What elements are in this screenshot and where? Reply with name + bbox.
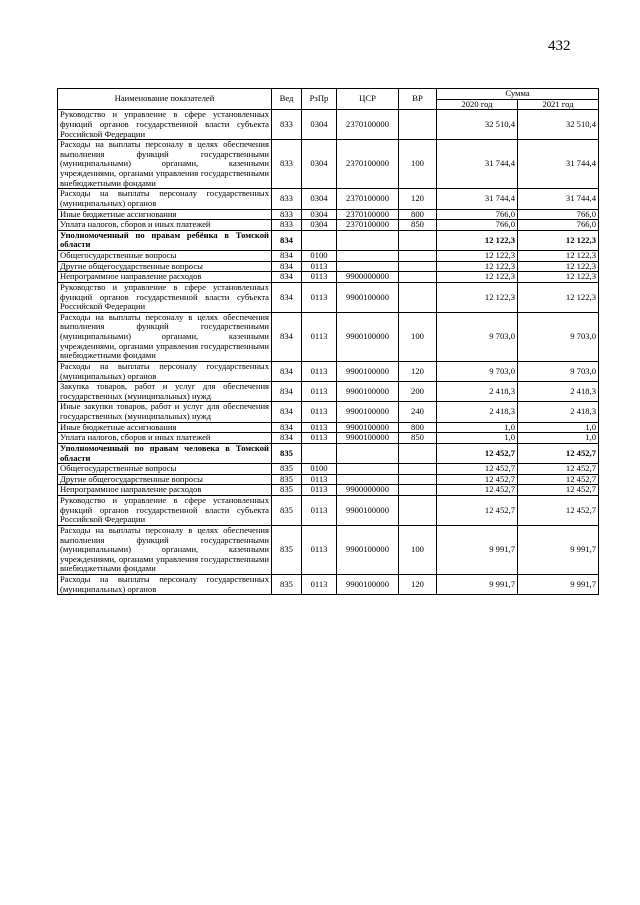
cell-csr (337, 443, 399, 463)
cell-2020: 9 991,7 (437, 575, 518, 595)
table-row-section (58, 443, 599, 463)
cell-csr (337, 474, 399, 485)
cell-rzpr: 0113 (302, 575, 337, 595)
cell-2021: 12 452,7 (518, 443, 599, 463)
cell-ved: 835 (272, 443, 302, 463)
cell-csr: 9900100000 (337, 312, 399, 361)
cell-vr: 100 (399, 525, 437, 574)
cell-2020: 12 452,7 (437, 485, 518, 496)
cell-2021: 12 122,3 (518, 251, 599, 262)
cell-name: Закупка товаров, работ и услуг для обеспечения государственных (муниципальных) нужд (58, 382, 272, 402)
cell-ved: 834 (272, 402, 302, 422)
table-row (58, 220, 599, 231)
cell-2020: 12 452,7 (437, 464, 518, 475)
cell-csr (337, 464, 399, 475)
cell-rzpr: 0113 (302, 496, 337, 526)
cell-name: Общегосударственные вопросы (58, 464, 272, 475)
cell-2020: 766,0 (437, 220, 518, 231)
cell-2020: 1,0 (437, 422, 518, 433)
cell-csr: 9900100000 (337, 422, 399, 433)
cell-ved: 834 (272, 361, 302, 381)
cell-name: Уполномоченный по правам человека в Томской области (58, 443, 272, 463)
cell-vr: 200 (399, 382, 437, 402)
cell-vr: 800 (399, 209, 437, 220)
cell-vr (399, 110, 437, 140)
header-vr: ВР (399, 89, 437, 110)
cell-vr: 120 (399, 575, 437, 595)
cell-name: Руководство и управление в сфере установленных функций органов государственной власти субъекта Российской Федерации (58, 496, 272, 526)
table-row (58, 382, 599, 402)
cell-csr: 9900100000 (337, 382, 399, 402)
table-row (58, 110, 599, 140)
cell-2021: 9 703,0 (518, 312, 599, 361)
cell-2020: 32 510,4 (437, 110, 518, 140)
cell-rzpr (302, 443, 337, 463)
cell-ved: 833 (272, 110, 302, 140)
table-header (58, 89, 599, 110)
cell-ved: 834 (272, 382, 302, 402)
cell-rzpr: 0113 (302, 312, 337, 361)
cell-csr: 9900100000 (337, 496, 399, 526)
cell-ved: 834 (272, 230, 302, 250)
cell-2021: 12 122,3 (518, 261, 599, 272)
cell-vr: 120 (399, 361, 437, 381)
cell-vr (399, 251, 437, 262)
cell-2020: 766,0 (437, 209, 518, 220)
cell-name: Непрограммное направление расходов (58, 272, 272, 283)
cell-name: Иные бюджетные ассигнования (58, 209, 272, 220)
cell-vr (399, 272, 437, 283)
cell-ved: 835 (272, 474, 302, 485)
cell-name: Иные закупки товаров, работ и услуг для обеспечения государственных (муниципальных) нужд (58, 402, 272, 422)
cell-vr (399, 474, 437, 485)
cell-2021: 31 744,4 (518, 189, 599, 209)
table-row (58, 525, 599, 574)
cell-ved: 834 (272, 312, 302, 361)
page-number: 432 (548, 38, 571, 54)
table-row (58, 575, 599, 595)
table-row (58, 402, 599, 422)
cell-vr: 120 (399, 189, 437, 209)
table-row (58, 464, 599, 475)
cell-2020: 12 122,3 (437, 272, 518, 283)
cell-2020: 12 122,3 (437, 282, 518, 312)
cell-csr: 9900100000 (337, 361, 399, 381)
cell-ved: 834 (272, 272, 302, 283)
cell-2021: 2 418,3 (518, 402, 599, 422)
cell-2021: 12 122,3 (518, 282, 599, 312)
cell-2021: 766,0 (518, 209, 599, 220)
cell-2021: 9 991,7 (518, 525, 599, 574)
cell-2021: 766,0 (518, 220, 599, 231)
cell-rzpr: 0113 (302, 474, 337, 485)
table-row (58, 485, 599, 496)
cell-rzpr: 0304 (302, 189, 337, 209)
cell-ved: 835 (272, 575, 302, 595)
table-row-section (58, 230, 599, 250)
cell-name: Общегосударственные вопросы (58, 251, 272, 262)
header-csr: ЦСР (337, 89, 399, 110)
cell-rzpr: 0304 (302, 140, 337, 189)
table-row (58, 209, 599, 220)
cell-csr: 2370100000 (337, 140, 399, 189)
cell-rzpr: 0113 (302, 282, 337, 312)
cell-csr: 2370100000 (337, 189, 399, 209)
cell-2021: 12 122,3 (518, 230, 599, 250)
cell-vr (399, 464, 437, 475)
cell-rzpr: 0113 (302, 422, 337, 433)
table-row (58, 312, 599, 361)
cell-name: Непрограммное направление расходов (58, 485, 272, 496)
cell-2020: 2 418,3 (437, 402, 518, 422)
header-year-2021: 2021 год (518, 99, 599, 110)
cell-2020: 12 452,7 (437, 474, 518, 485)
table-row (58, 189, 599, 209)
cell-rzpr: 0304 (302, 110, 337, 140)
cell-ved: 833 (272, 220, 302, 231)
cell-csr: 9900100000 (337, 433, 399, 444)
header-sum: Сумма (437, 89, 599, 100)
cell-2020: 12 122,3 (437, 261, 518, 272)
cell-csr: 9900100000 (337, 282, 399, 312)
cell-vr: 240 (399, 402, 437, 422)
cell-ved: 835 (272, 525, 302, 574)
cell-2021: 12 452,7 (518, 474, 599, 485)
cell-vr (399, 282, 437, 312)
cell-csr (337, 230, 399, 250)
cell-csr: 9900000000 (337, 272, 399, 283)
cell-2020: 12 452,7 (437, 443, 518, 463)
cell-2021: 12 452,7 (518, 485, 599, 496)
table-row (58, 251, 599, 262)
cell-vr: 100 (399, 312, 437, 361)
cell-name: Другие общегосударственные вопросы (58, 261, 272, 272)
cell-csr: 9900100000 (337, 575, 399, 595)
table-row (58, 140, 599, 189)
cell-2021: 12 452,7 (518, 496, 599, 526)
cell-csr (337, 261, 399, 272)
cell-name: Руководство и управление в сфере установленных функций органов государственной власти субъекта Российской Федерации (58, 110, 272, 140)
cell-2021: 12 122,3 (518, 272, 599, 283)
table-row (58, 433, 599, 444)
cell-rzpr: 0113 (302, 433, 337, 444)
cell-name: Иные бюджетные ассигнования (58, 422, 272, 433)
cell-rzpr: 0113 (302, 525, 337, 574)
cell-name: Расходы на выплаты персоналу государственных (муниципальных) органов (58, 361, 272, 381)
cell-2021: 1,0 (518, 422, 599, 433)
cell-ved: 834 (272, 433, 302, 444)
table-row (58, 474, 599, 485)
cell-2021: 9 703,0 (518, 361, 599, 381)
cell-ved: 833 (272, 140, 302, 189)
table-row (58, 361, 599, 381)
cell-rzpr: 0113 (302, 361, 337, 381)
cell-2020: 9 991,7 (437, 525, 518, 574)
cell-2021: 9 991,7 (518, 575, 599, 595)
header-rzpr: РзПр (302, 89, 337, 110)
cell-name: Расходы на выплаты персоналу в целях обеспечения выполнения функций государственными (муниципальными) органами, казенными учреждениями, органами управления государственными внебюджетными фондами (58, 312, 272, 361)
cell-vr: 850 (399, 433, 437, 444)
table-row (58, 496, 599, 526)
cell-vr: 800 (399, 422, 437, 433)
table-row (58, 261, 599, 272)
budget-table (57, 88, 599, 595)
header-year-2020: 2020 год (437, 99, 518, 110)
table-row (58, 422, 599, 433)
cell-rzpr: 0100 (302, 464, 337, 475)
cell-2020: 9 703,0 (437, 361, 518, 381)
header-ved: Вед (272, 89, 302, 110)
cell-rzpr: 0113 (302, 485, 337, 496)
cell-csr (337, 251, 399, 262)
table-row (58, 282, 599, 312)
cell-name: Уплата налогов, сборов и иных платежей (58, 433, 272, 444)
cell-2020: 2 418,3 (437, 382, 518, 402)
cell-rzpr: 0113 (302, 272, 337, 283)
cell-2021: 31 744,4 (518, 140, 599, 189)
cell-ved: 834 (272, 261, 302, 272)
cell-rzpr: 0113 (302, 402, 337, 422)
table-row (58, 272, 599, 283)
cell-2020: 12 122,3 (437, 251, 518, 262)
table-body (58, 110, 599, 595)
cell-vr (399, 485, 437, 496)
cell-ved: 833 (272, 209, 302, 220)
cell-name: Другие общегосударственные вопросы (58, 474, 272, 485)
cell-2021: 32 510,4 (518, 110, 599, 140)
cell-rzpr (302, 230, 337, 250)
cell-name: Расходы на выплаты персоналу государственных (муниципальных) органов (58, 575, 272, 595)
cell-2020: 1,0 (437, 433, 518, 444)
cell-2021: 12 452,7 (518, 464, 599, 475)
cell-csr: 2370100000 (337, 110, 399, 140)
cell-name: Расходы на выплаты персоналу государственных (муниципальных) органов (58, 189, 272, 209)
cell-name: Уполномоченный по правам ребёнка в Томской области (58, 230, 272, 250)
cell-csr: 9900100000 (337, 525, 399, 574)
cell-2021: 1,0 (518, 433, 599, 444)
cell-ved: 835 (272, 496, 302, 526)
cell-csr: 9900100000 (337, 402, 399, 422)
cell-rzpr: 0113 (302, 382, 337, 402)
cell-rzpr: 0100 (302, 251, 337, 262)
cell-2020: 31 744,4 (437, 189, 518, 209)
cell-2020: 9 703,0 (437, 312, 518, 361)
cell-csr: 2370100000 (337, 209, 399, 220)
cell-vr: 100 (399, 140, 437, 189)
cell-ved: 834 (272, 282, 302, 312)
cell-vr (399, 496, 437, 526)
cell-ved: 834 (272, 422, 302, 433)
cell-2021: 2 418,3 (518, 382, 599, 402)
cell-rzpr: 0304 (302, 220, 337, 231)
cell-vr (399, 261, 437, 272)
header-name: Наименование показателей (58, 89, 272, 110)
cell-name: Расходы на выплаты персоналу в целях обеспечения выполнения функций государственными (муниципальными) органами, казенными учреждениями, органами управления государственными внебюджетными фондами (58, 140, 272, 189)
cell-ved: 834 (272, 251, 302, 262)
cell-vr (399, 230, 437, 250)
cell-name: Расходы на выплаты персоналу в целях обеспечения выполнения функций государственными (муниципальными) органами, казенными учреждениями, органами управления государственными внебюджетными фондами (58, 525, 272, 574)
cell-ved: 835 (272, 485, 302, 496)
cell-vr (399, 443, 437, 463)
cell-name: Уплата налогов, сборов и иных платежей (58, 220, 272, 231)
cell-2020: 12 122,3 (437, 230, 518, 250)
cell-name: Руководство и управление в сфере установленных функций органов государственной власти субъекта Российской Федерации (58, 282, 272, 312)
cell-csr: 2370100000 (337, 220, 399, 231)
cell-ved: 833 (272, 189, 302, 209)
cell-csr: 9900000000 (337, 485, 399, 496)
cell-rzpr: 0113 (302, 261, 337, 272)
cell-vr: 850 (399, 220, 437, 231)
cell-2020: 31 744,4 (437, 140, 518, 189)
cell-rzpr: 0304 (302, 209, 337, 220)
cell-2020: 12 452,7 (437, 496, 518, 526)
cell-ved: 835 (272, 464, 302, 475)
